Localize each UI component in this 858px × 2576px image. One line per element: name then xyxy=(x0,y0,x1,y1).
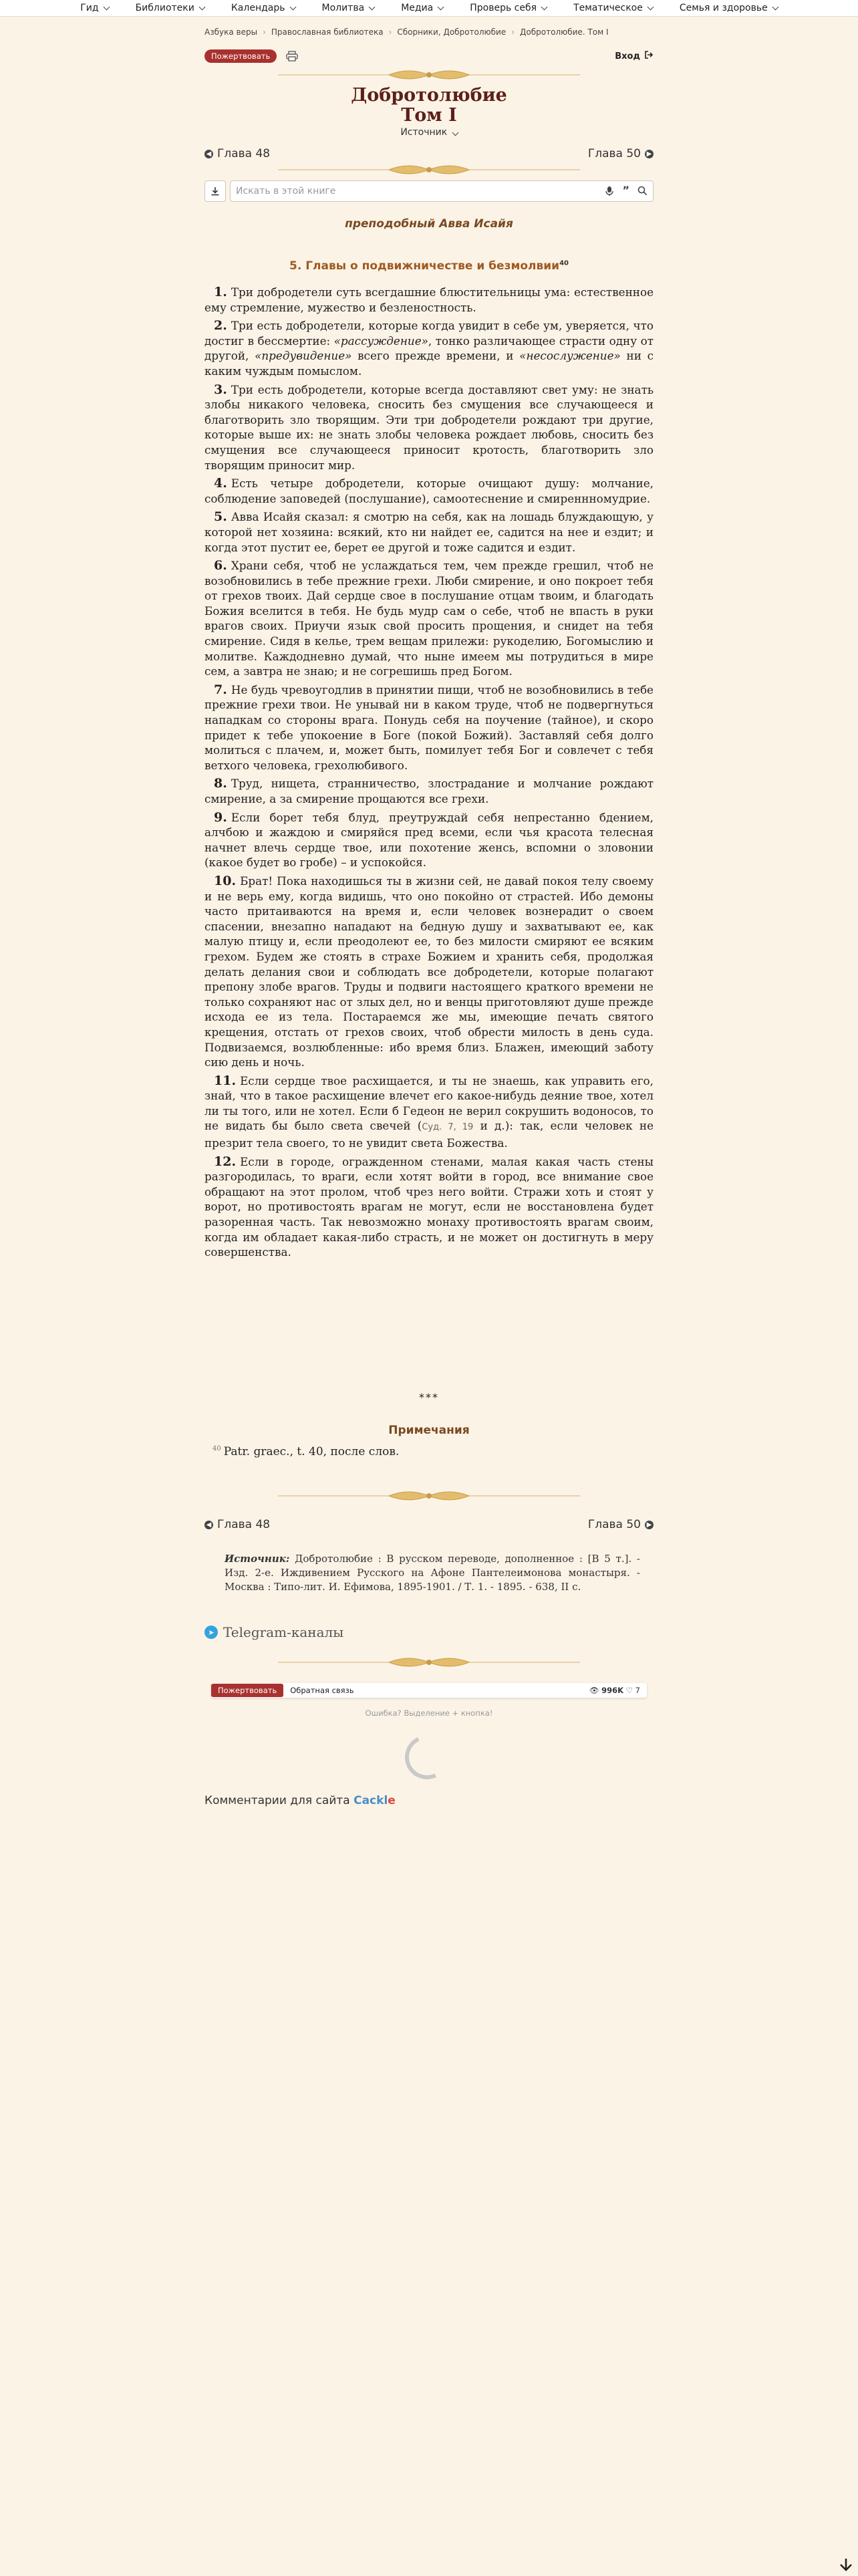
source-label: Источник xyxy=(400,127,448,138)
donate-button[interactable]: Пожертвовать xyxy=(204,49,277,63)
quote-icon[interactable]: ” xyxy=(622,184,629,197)
breadcrumb xyxy=(204,27,654,37)
breadcrumb-separator: › xyxy=(511,27,515,37)
nav-item-label: Гид xyxy=(80,3,99,13)
eye-icon: 👁 xyxy=(589,1686,599,1695)
paragraph-text: Три есть добродетели, которые когда увидит в себе ум, уверяется, что достиг в бессмертие: «рассуждение», тонко различающее страсти одну от другой, «предувидение» всего прежде времени, и «несослужение» ни с каким чуждым помыслом. xyxy=(204,319,654,378)
paragraph xyxy=(204,318,654,378)
chevron-down-icon xyxy=(647,3,654,10)
paragraph xyxy=(204,476,654,506)
chevron-down-icon xyxy=(541,3,548,10)
paragraph-text: Авва Исайя сказал: я смотрю на себя, как на лошадь блуждающую, у которой нет хозяина: всякий, кто ни найдет ее, садится на нее и ездит; и когда этот пустит ее, берет ее другой и тоже садится и ездит. xyxy=(204,510,654,554)
comments-header xyxy=(204,1794,654,1807)
cackle-link[interactable] xyxy=(353,1794,396,1807)
cackle-brand-e: e xyxy=(388,1794,396,1807)
paragraph-text: Если борет тебя блуд, преутруждай себя непрестанно бдением, алчбою и жаждою и смиряйся пред всеми, если чья красота телесная начнет влечь сердце твое, или похотение женсь, вспомни о зловонии (какое будет во гробе) – и успокойся. xyxy=(204,810,654,870)
paragraph-number: 8. xyxy=(214,776,227,791)
cackle-brand: Cackl xyxy=(353,1794,388,1807)
scroll-down-icon[interactable] xyxy=(839,2557,853,2576)
chapter-title xyxy=(204,259,654,273)
breadcrumb-link[interactable]: Добротолюбие. Том I xyxy=(520,27,609,37)
arrow-right-icon: ▶ xyxy=(645,150,654,158)
footnote-number: 40 xyxy=(212,1445,221,1453)
arrow-left-icon: ◀ xyxy=(204,150,213,158)
views-count: 996K xyxy=(601,1686,624,1695)
paragraph-number: 9. xyxy=(214,809,227,825)
nav-item-label: Медиа xyxy=(401,3,434,13)
download-button[interactable] xyxy=(204,180,226,202)
donate-button[interactable]: Пожертвовать xyxy=(211,1684,283,1697)
microphone-icon[interactable] xyxy=(605,186,614,197)
chevron-down-icon xyxy=(772,3,778,10)
author-name: преподобный Авва Исайя xyxy=(345,217,513,231)
paragraph xyxy=(204,682,654,773)
ornament-divider xyxy=(204,66,654,84)
telegram-link[interactable] xyxy=(204,1624,654,1640)
paragraph-text: Труд, нищета, странничество, злострадание и молчание рождают смирение, а за смирение прощаются все грехи. xyxy=(204,777,654,805)
book-search xyxy=(204,180,654,202)
login-label: Вход xyxy=(615,51,640,61)
paragraph-text: Три есть добродетели, которые всегда доставляют свет уму: не знать злобы никакого человека, сносить без смущения все случающееся и благотворить зло творящим. Эти три добродетели рождают три другие, которые выше их: не знать злобы человека рождает любовь, сносить без смущения все случающееся приносит кротость, благотворить зло творящим приносит мир. xyxy=(204,382,654,472)
chevron-down-icon xyxy=(452,130,458,136)
print-icon[interactable] xyxy=(286,51,298,61)
chevron-down-icon xyxy=(198,3,205,10)
nav-item[interactable] xyxy=(122,3,218,13)
paragraph-text: Есть четыре добродетели, которые очищают душу: молчание, соблюдение заповедей (послушание), самоотеснение и смиреннномудрие. xyxy=(204,477,654,505)
paragraph xyxy=(204,776,654,806)
nav-item[interactable] xyxy=(218,3,309,13)
likes-count: 7 xyxy=(635,1686,640,1695)
next-chapter-label: Глава 50 xyxy=(587,147,641,160)
paragraph xyxy=(204,810,654,870)
nav-item-label: Библиотеки xyxy=(135,3,194,13)
page-title xyxy=(204,86,654,126)
paragraph xyxy=(204,558,654,679)
nav-item[interactable] xyxy=(666,3,791,13)
title-line-1: Добротолюбие xyxy=(351,85,507,106)
paragraph xyxy=(204,509,654,555)
feedback-link[interactable]: Обратная связь xyxy=(290,1686,354,1695)
paragraph-number: 3. xyxy=(214,382,227,397)
paragraph xyxy=(204,874,654,1070)
search-placeholder: Искать в этой книге xyxy=(236,186,336,197)
nav-item[interactable] xyxy=(309,3,388,13)
footnote-ref[interactable]: 40 xyxy=(559,259,569,267)
ornament-divider xyxy=(204,1653,654,1672)
paragraph-number: 12. xyxy=(214,1154,237,1169)
login-icon xyxy=(644,50,654,62)
paragraph xyxy=(204,1154,654,1260)
paragraph-text: Храни себя, чтоб не услаждаться тем, чем прежде грешил, чтоб не возобновились в тебе прежние грехи. Люби смирение, и оно покроет тебя от грехов твоих. Дай сердце свое в послушание отцам твоим, и благодать Божия вселится в тебя. Не будь мудр сам о себе, чтоб не впасть в руки врагов своих. Приучи язык свой просить прощения, и снидет на тебя смирение. Сидя в келье, трем вещам прилежи: рукоделию, Богомыслию и молитве. Каждодневно думай, что ныне имеем мы потрудиться в мире сем, а завтра не знаю; и не согрешишь пред Богом. xyxy=(204,559,654,678)
title-line-2: Том I xyxy=(401,105,457,126)
source-citation xyxy=(225,1552,640,1594)
loading-spinner xyxy=(399,1729,456,1786)
paragraph-text: Брат! Пока находишься ты в жизни сей, не давай покоя телу своему и не верь ему, когда видишь, что оно покойно от страстей. Ибо демоны часто притаиваются на время и, если человек вознерадит о своем спасении, внезапно нападают на бедную душу и захватывают ее, как малую птицу и, если преодолеют ее, то без милости смиряют ее всяким грехом. Будем же стоять в страхе Божием и хранить себя, продолжая делать делания свои и соблюдать все добродетели, которые полагают препону злобе врагов. Труды и подвиги настоящего краткого времени не только сохраняют нас от злых дел, но и венцы приготовляют душе прежде исхода ее из тела. Постараемся же мы, имеющие печать святого крещения, отстать от грехов своих, чтоб обрести милость в день суда. Подвизаемся, возлюбленные: ибо время близ. Блажен, имеющий заботу сию день и ночь. xyxy=(204,874,654,1069)
breadcrumb-separator: › xyxy=(263,27,266,37)
prev-chapter-link[interactable] xyxy=(204,147,270,160)
top-navigation xyxy=(0,0,858,17)
ornament-divider xyxy=(204,160,654,179)
paragraph-number: 11. xyxy=(214,1073,237,1088)
next-chapter-label: Глава 50 xyxy=(587,1518,641,1531)
breadcrumb-separator: › xyxy=(388,27,392,37)
paragraph xyxy=(204,285,654,315)
breadcrumb-link[interactable]: Православная библиотека xyxy=(271,27,384,37)
error-report-hint: Ошибка? Выделение + кнопка! xyxy=(365,1708,493,1718)
paragraph-text: Если в городе, огражденном стенами, малая какая часть стены разгородилась, то враги, если хотят войти в город, все внимание свое обращают на этот пролом, чтоб чрез него войти. Стражи хоть и стоят у ворот, но противостоять врагам не могут, если не восстановлена будет разоренная часть. Так невозможно монаху противостоять врагам своим, когда им обладает какая-либо страсть, и не может он достигнуть в меру совершенства. xyxy=(204,1154,654,1259)
arrow-left-icon: ◀ xyxy=(204,1521,213,1529)
chevron-down-icon xyxy=(438,3,444,10)
nav-item-label: Проверь себя xyxy=(470,3,537,13)
paragraph xyxy=(204,382,654,473)
paragraph-text: Три добродетели суть всегдашние блюстительницы ума: естественное ему стремление, мужество и безленостность. xyxy=(204,285,654,314)
chapter-text xyxy=(204,285,654,1263)
source-dropdown[interactable] xyxy=(204,127,654,138)
bottom-action-bar xyxy=(211,1683,647,1698)
source-citation-text: Добротолюбие : В русском переводе, дополненное : [В 5 т.]. - Изд. 2-е. Иждивением Русского на Афоне Пантелеимонова монастыря. - Москва : Типо-лит. И. Ефимова, 1895-1901. / Т. 1. - 1895. - 638, II с. xyxy=(225,1553,640,1593)
chevron-down-icon xyxy=(103,3,110,10)
paragraph-number: 1. xyxy=(214,285,227,299)
prev-chapter-label: Глава 48 xyxy=(217,147,271,160)
chapter-navigation-bottom xyxy=(204,1516,654,1533)
notes-heading: Примечания xyxy=(388,1424,470,1437)
paragraph-number: 5. xyxy=(214,509,227,525)
ornament-divider xyxy=(204,1487,654,1505)
nav-item-label: Семья и здоровье xyxy=(679,3,768,13)
chevron-down-icon xyxy=(369,3,376,10)
paragraph-number: 4. xyxy=(214,476,227,491)
footnote-item xyxy=(204,1445,662,1458)
chevron-down-icon xyxy=(289,3,296,10)
paragraph-text: Если сердце твое расхищается, и ты не знаешь, как управить его, знай, что в такое расхищение влечет его какое-нибудь деяние твое, хотел ли ты того, или не хотел. Если б Гедеон не верил сокрушить водоносов, то не видать бы было света свечей (Суд. 7, 19 и д.): так, если человек не презрит тела своего, то не увидит света Божества. xyxy=(204,1073,654,1150)
next-chapter-link[interactable] xyxy=(588,147,654,160)
search-input[interactable] xyxy=(230,180,654,202)
nav-item-label: Тематическое xyxy=(573,3,643,13)
login-link[interactable] xyxy=(615,50,654,62)
telegram-icon: ➤ xyxy=(204,1626,218,1639)
section-separator: *** xyxy=(419,1391,439,1404)
paragraph-number: 2. xyxy=(214,318,227,334)
paragraph-number: 10. xyxy=(214,873,237,888)
telegram-label: Telegram-каналы xyxy=(223,1624,344,1640)
nav-item[interactable] xyxy=(388,3,456,13)
breadcrumb-link[interactable]: Азбука веры xyxy=(204,27,258,37)
nav-item[interactable] xyxy=(456,3,560,13)
source-citation-label: Источник: xyxy=(225,1553,290,1565)
prev-chapter-label: Глава 48 xyxy=(217,1518,271,1531)
like-icon[interactable]: ♡ xyxy=(625,1686,633,1695)
comments-prefix: Комментарии для сайта xyxy=(204,1794,350,1807)
nav-item-label: Молитва xyxy=(321,3,365,13)
paragraph-number: 7. xyxy=(214,682,227,697)
top-actions-row xyxy=(204,48,654,64)
paragraph-number: 6. xyxy=(214,558,227,573)
arrow-right-icon: ▶ xyxy=(645,1521,654,1529)
page-stats xyxy=(589,1686,647,1695)
download-icon xyxy=(210,186,220,196)
nav-item[interactable] xyxy=(560,3,666,13)
next-chapter-link[interactable] xyxy=(588,1518,654,1531)
breadcrumb-link[interactable]: Сборники, Добротолюбие xyxy=(397,27,507,37)
chapter-title-text: 5. Главы о подвижничестве и безмолвии xyxy=(289,259,560,273)
footnote-text: Patr. graec., t. 40, после слов. xyxy=(223,1445,400,1458)
prev-chapter-link[interactable] xyxy=(204,1518,270,1531)
search-icon[interactable] xyxy=(637,186,648,196)
paragraph-text: Не будь чревоугодлив в принятии пищи, чтоб не возобновились в тебе прежние грехи твои. Не унывай ни в каком труде, чтоб не подвергнуться нападкам со стороны врага. Понудь себя на поучение (тайное), и скоро придет к тебе упокоение в Боге (покой Божий). Заставляй себя долго молиться с плачем, и, может быть, помилует тебя Бог и совлечет с тебя ветхого человека, грехолюбивого. xyxy=(204,682,654,772)
nav-item-label: Календарь xyxy=(231,3,285,13)
nav-item[interactable] xyxy=(67,3,122,13)
paragraph xyxy=(204,1073,654,1151)
